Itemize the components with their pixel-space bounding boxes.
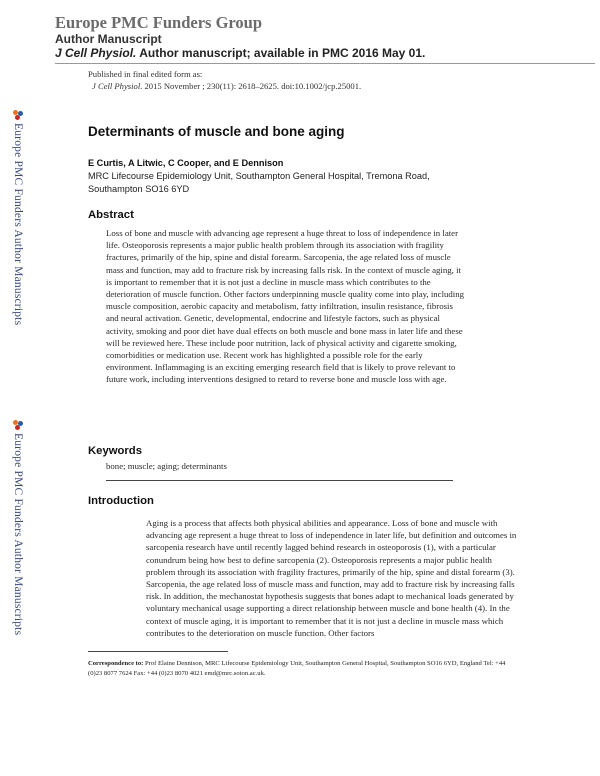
journal-name: J Cell Physiol. <box>55 46 137 60</box>
header-divider <box>55 63 595 64</box>
sidebar-watermark-text: Europe PMC Funders Author Manuscripts <box>12 123 24 326</box>
correspondence-footnote <box>88 659 508 679</box>
article-title: Determinants of muscle and bone aging <box>88 124 345 139</box>
journal-availability-line <box>55 46 595 61</box>
footnote-divider <box>88 651 228 652</box>
keywords-divider <box>106 480 453 481</box>
keywords-text: bone; muscle; aging; determinants <box>106 461 227 471</box>
introduction-text <box>146 517 518 639</box>
page-header <box>55 14 595 61</box>
correspondence-text: Prof Elaine Dennison, MRC Lifecourse Epidemiology Unit, Southampton General Hospital, Southampton SO16 6YD, England Tel: +44 (0)23 8077 7624 Fax: +44 (0)23 8070 4021 emd@mrc.soton.ac.uk. <box>88 660 506 677</box>
availability-text: Author manuscript; available in PMC 2016 May 01. <box>136 46 426 60</box>
publication-info <box>88 68 361 92</box>
published-form-label: Published in final edited form as: <box>88 69 203 79</box>
author-affiliation: MRC Lifecourse Epidemiology Unit, Southampton General Hospital, Tremona Road, Southampton SO16 6YD <box>88 171 430 194</box>
europe-pmc-logo-icon <box>13 420 23 430</box>
citation-journal: J Cell Physiol. <box>92 81 143 91</box>
sidebar-watermark-top <box>8 110 28 325</box>
article-authors: E Curtis, A Litwic, C Cooper, and E Dennison <box>88 158 284 168</box>
abstract-text: Loss of bone and muscle with advancing age represent a huge threat to loss of independence in later life. Osteoporosis represents a major public health problem through its association with fragility fractures, primarily of the hip, spine and distal forearm. Sarcopenia, the age related loss of muscle mass and function, may add to fracture risk by increasing falls risk. In the context of muscle aging, it is important to remember that it is not just a decline in muscle mass which contributes to the deterioration of muscle function. Other factors underpinning muscle quality come into play, including muscle composition, aerobic capacity and metabolism, fatty infiltration, insulin resistance, fibrosis and neural activation. Genetic, developmental, endocrine and lifestyle factors, such as physical activity, smoking and poor diet have dual effects on both muscle and bone mass in later life and these will be reviewed here. These include poor nutrition, lack of physical activity and cigarette smoking, comorbidities or medication use. Recent work has highlighted a possible role for the early environment. Inflammaging is an exciting emerging research field that is likely to prove relevant to future work, including interventions designed to retard to reverse bone and muscle loss with age. <box>106 228 465 385</box>
author-manuscript-label: Author Manuscript <box>55 32 162 46</box>
citation-details: 2015 November ; 230(11): 2618–2625. doi:10.1002/jcp.25001. <box>142 81 362 91</box>
sidebar-watermark-bottom <box>8 420 28 635</box>
keywords-heading: Keywords <box>88 445 142 457</box>
europe-pmc-logo-icon <box>13 110 23 120</box>
introduction-heading: Introduction <box>88 495 154 507</box>
correspondence-label: Correspondence to: <box>88 660 144 667</box>
abstract-heading: Abstract <box>88 209 134 221</box>
citation-line <box>88 80 361 92</box>
funders-group-label: Europe PMC Funders Group <box>55 13 263 32</box>
introduction-paragraph: Aging is a process that affects both physical abilities and appearance. Loss of bone and muscle with advancing age represent a huge threat to loss of independence in later life, but definition and outcomes in sarcopenia research have until recently lagged behind research in osteoporosis (1), with a particular conundrum being how best to define sarcopenia (2). Osteoporosis represents a major public health problem through its association with fragility fractures, primarily of the hip, spine and distal forearm (3). Sarcopenia, the age related loss of muscle mass and function, may add to fracture risk by increasing falls risk. In addition, the mechanostat hypothesis suggests that bones adapt to mechanical loads generated by voluntary mechanical usage supporting a direct relationship between muscle and bone health (4). In the context of muscle aging, it is important to remember that it is not just a decline in muscle mass which contributes to the deterioration on muscle function. Other factors <box>146 518 517 638</box>
sidebar-watermark-text: Europe PMC Funders Author Manuscripts <box>12 433 24 636</box>
